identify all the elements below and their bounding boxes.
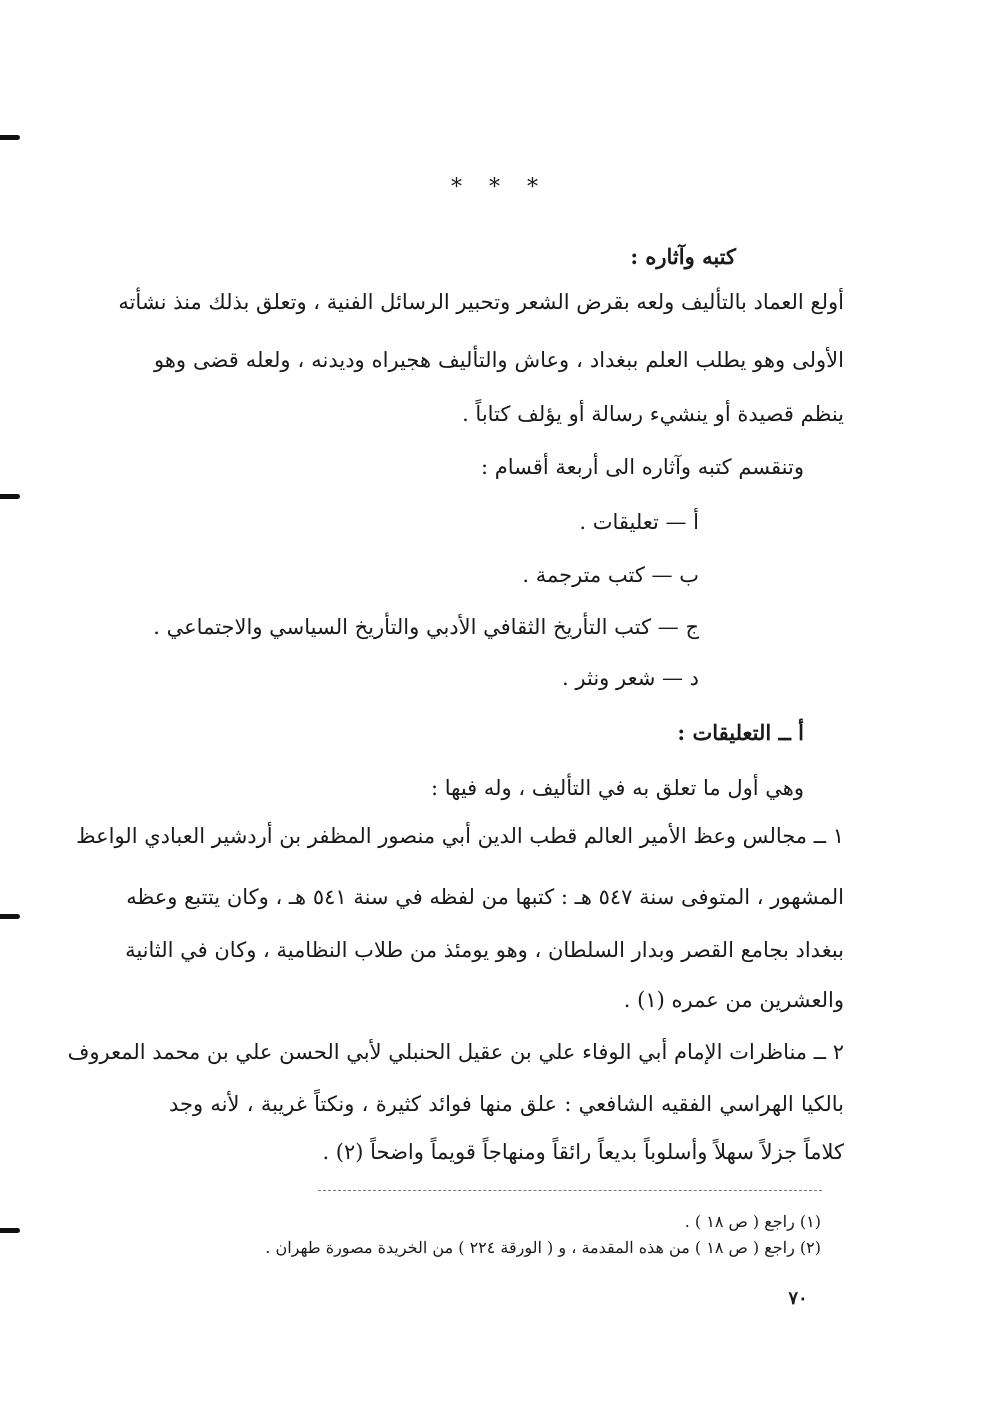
margin-mark <box>0 494 20 499</box>
list-item-line: كلاماً جزلاً سهلاً وأسلوباً بديعاً رائقاً ومنهاجاً قويماً واضحاً (٢) . <box>322 1140 844 1164</box>
section-heading: كتبه وآثاره : <box>630 244 736 269</box>
paragraph-line: أولع العماد بالتأليف ولعه بقرض الشعر وتحبير الرسائل الفنية ، وتعلق بذلك منذ نشأته <box>118 290 844 314</box>
footnote-divider <box>318 1190 822 1191</box>
footnote: (٢) راجع ( ص ١٨ ) من هذه المقدمة ، و ( الورقة ٢٢٤ ) من الخريدة مصورة طهران . <box>265 1238 821 1257</box>
list-item-line: ٢ ــ مناظرات الإمام أبي الوفاء علي بن عقيل الحنبلي لأبي الحسن علي بن محمد المعروف <box>67 1040 844 1064</box>
division-item: د — شعر ونثر . <box>562 666 699 690</box>
division-item: أ — تعليقات . <box>579 510 699 534</box>
division-intro: وتنقسم كتبه وآثاره الى أربعة أقسام : <box>480 455 804 479</box>
page-number: ٧٠ <box>788 1288 808 1309</box>
paragraph-line: الأولى وهو يطلب العلم ببغداد ، وعاش والتأليف هجيراه وديدنه ، ولعله قضى وهو <box>154 348 844 372</box>
paragraph-line: ينظم قصيدة أو ينشيء رسالة أو يؤلف كتاباً . <box>462 402 844 426</box>
subsection-intro: وهي أول ما تعلق به في التأليف ، وله فيها : <box>431 776 804 800</box>
list-item-line: بالكيا الهراسي الفقيه الشافعي : علق منها فوائد كثيرة ، ونكتاً غريبة ، لأنه وجد <box>169 1092 844 1116</box>
section-separator: * * * <box>451 175 548 200</box>
margin-mark <box>0 1228 20 1233</box>
list-item-line: ببغداد بجامع القصر وبدار السلطان ، وهو يومئذ من طلاب النظامية ، وكان في الثانية <box>125 938 844 962</box>
footnote: (١) راجع ( ص ١٨ ) . <box>684 1212 821 1231</box>
margin-mark <box>0 914 20 919</box>
list-item-line: ١ ــ مجالس وعظ الأمير العالم قطب الدين أبي منصور المظفر بن أردشير العبادي الواعظ <box>76 824 844 848</box>
margin-mark <box>0 135 20 140</box>
list-item-line: المشهور ، المتوفى سنة ٥٤٧ هـ : كتبها من لفظه في سنة ٥٤١ هـ ، وكان يتتبع وعظه <box>126 885 844 909</box>
division-item: ب — كتب مترجمة . <box>522 563 699 587</box>
subsection-heading: أ ــ التعليقات : <box>677 720 804 745</box>
list-item-line: والعشرين من عمره (١) . <box>623 988 844 1012</box>
division-item: ج — كتب التأريخ الثقافي الأدبي والتأريخ السياسي والاجتماعي . <box>153 615 699 639</box>
